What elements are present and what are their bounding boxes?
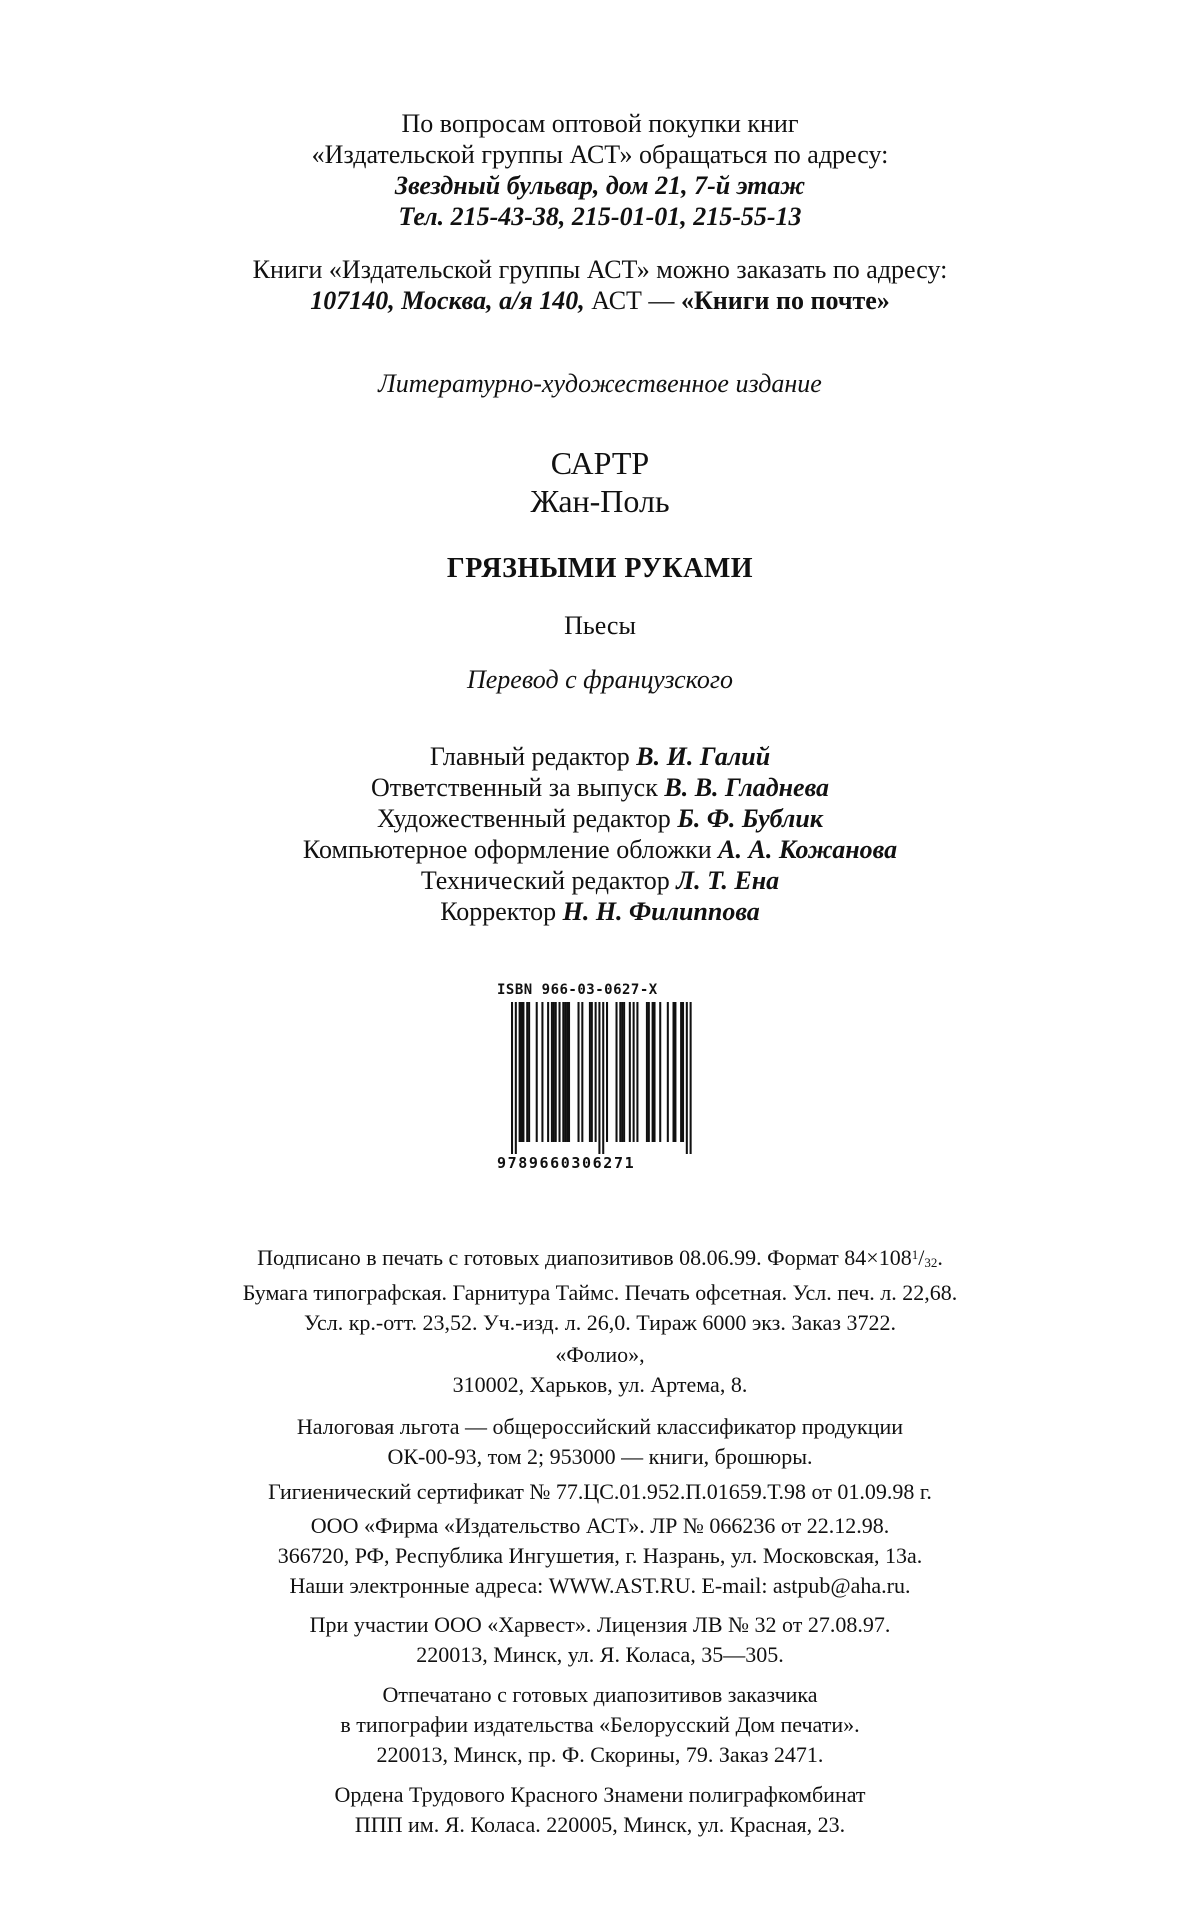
signed-line-2: Бумага типографская. Гарнитура Таймс. Печать офсетная. Усл. печ. л. 22,68. bbox=[242, 1280, 958, 1305]
edition-type-block bbox=[0, 368, 1200, 399]
barcode-bar bbox=[555, 1002, 557, 1142]
combine-line-2: ППП им. Я. Коласа. 220005, Минск, ул. Красная, 23. bbox=[354, 1812, 846, 1837]
credit-line bbox=[0, 803, 1200, 834]
tax-line-2: ОК-00-93, том 2; 953000 — книги, брошюры. bbox=[387, 1444, 813, 1469]
wholesale-block bbox=[0, 108, 1200, 232]
barcode-bar bbox=[674, 1002, 676, 1142]
author-surname: САРТР bbox=[550, 445, 650, 481]
credit-line bbox=[0, 865, 1200, 896]
wholesale-line-2: «Издательской группы АСТ» обращаться по адресу: bbox=[311, 140, 889, 169]
barcode-bar bbox=[528, 1002, 530, 1142]
credit-role: Художественный редактор bbox=[377, 804, 678, 833]
genre-block bbox=[0, 610, 1200, 641]
format-end: . bbox=[937, 1245, 943, 1270]
barcode-bar bbox=[659, 1002, 661, 1142]
barcode-bar bbox=[536, 1002, 538, 1142]
translation-block bbox=[0, 664, 1200, 695]
barcode-bar bbox=[636, 1002, 638, 1142]
credit-person: А. А. Кожанова bbox=[718, 835, 898, 864]
barcode-bar bbox=[606, 1002, 608, 1142]
barcode-bar bbox=[547, 1002, 549, 1142]
barcode-bar bbox=[578, 1002, 580, 1142]
barcode-bar bbox=[522, 1002, 524, 1142]
folio-name: «Фолио», bbox=[555, 1342, 645, 1367]
barcode-bar bbox=[619, 1002, 621, 1142]
tax-block bbox=[0, 1412, 1200, 1472]
printing-line-2: в типографии издательства «Белорусский Дом печати». bbox=[340, 1712, 860, 1737]
isbn-label: ISBN 966-03-0627-X bbox=[497, 982, 658, 998]
barcode-bar bbox=[616, 1002, 618, 1142]
harvest-line-1: При участии ООО «Харвест». Лицензия ЛВ № 32 от 27.08.97. bbox=[309, 1612, 891, 1637]
format-slash: / bbox=[918, 1245, 925, 1270]
credit-role: Технический редактор bbox=[420, 866, 677, 895]
book-title: ГРЯЗНЫМИ РУКАМИ bbox=[446, 553, 754, 584]
credits-block bbox=[0, 741, 1200, 927]
barcode-bar bbox=[519, 1002, 521, 1142]
credit-person: Н. Н. Филиппова bbox=[562, 897, 760, 926]
barcode-bar bbox=[667, 1002, 669, 1142]
mail-order-address: 107140, Москва, а/я 140, bbox=[310, 286, 585, 315]
barcode-bar bbox=[581, 1002, 583, 1142]
barcode-bar bbox=[568, 1002, 570, 1142]
barcode-bar bbox=[623, 1002, 625, 1142]
signed-format-text: Подписано в печать с готовых диапозитивов 08.06.99. Формат 84×108 bbox=[257, 1245, 912, 1270]
barcode-bar bbox=[648, 1002, 650, 1142]
barcode-guard-bar bbox=[598, 1002, 600, 1154]
barcode-bar bbox=[591, 1002, 593, 1142]
tax-line-1: Налоговая льгота — общероссийский классификатор продукции bbox=[296, 1414, 904, 1439]
ast-block bbox=[0, 1511, 1200, 1601]
credit-person: В. В. Гладнева bbox=[664, 773, 830, 802]
barcode-bars bbox=[497, 1002, 727, 1154]
wholesale-address: Звездный бульвар, дом 21, 7-й этаж bbox=[394, 171, 806, 200]
barcode-bar bbox=[673, 1002, 675, 1142]
print-details-block bbox=[0, 1240, 1200, 1338]
barcode-bar bbox=[682, 1002, 684, 1142]
barcode-bar bbox=[564, 1002, 566, 1142]
credit-line bbox=[0, 741, 1200, 772]
signed-line-1 bbox=[0, 1240, 1200, 1278]
title-block bbox=[0, 552, 1200, 586]
credit-line bbox=[0, 772, 1200, 803]
credit-role: Корректор bbox=[440, 897, 563, 926]
format-denominator: 32 bbox=[924, 1255, 938, 1270]
author-name: Жан-Поль bbox=[530, 483, 670, 519]
barcode-bar bbox=[551, 1002, 553, 1142]
barcode-bar bbox=[589, 1002, 591, 1142]
ean-digits: 9789660306271 bbox=[497, 1154, 636, 1172]
barcode-guard-bar bbox=[690, 1002, 692, 1154]
ast-line-1: ООО «Фирма «Издательство АСТ». ЛР № 066236 от 22.12.98. bbox=[310, 1513, 890, 1538]
mail-order-line-1: Книги «Издательской группы АСТ» можно заказать по адресу: bbox=[252, 255, 948, 284]
barcode-bar bbox=[629, 1002, 631, 1142]
isbn-barcode bbox=[497, 982, 727, 1174]
folio-block bbox=[0, 1340, 1200, 1400]
barcode-bar bbox=[526, 1002, 528, 1142]
combine-line-1: Ордена Трудового Красного Знамени полиграфкомбинат bbox=[334, 1782, 866, 1807]
credit-role: Главный редактор bbox=[429, 742, 637, 771]
barcode-guard-bar bbox=[515, 1002, 517, 1154]
credit-line bbox=[0, 834, 1200, 865]
barcode-bar bbox=[646, 1002, 648, 1142]
signed-line-3: Усл. кр.-отт. 23,52. Уч.-изд. л. 26,0. Тираж 6000 экз. Заказ 3722. bbox=[304, 1310, 896, 1335]
genre: Пьесы bbox=[564, 611, 636, 640]
barcode-bar bbox=[553, 1002, 555, 1142]
credit-role: Ответственный за выпуск bbox=[370, 773, 665, 802]
author-block bbox=[0, 444, 1200, 520]
folio-address: 310002, Харьков, ул. Артема, 8. bbox=[452, 1372, 748, 1397]
barcode-bar bbox=[562, 1002, 564, 1142]
credit-line bbox=[0, 896, 1200, 927]
barcode-bar bbox=[566, 1002, 568, 1142]
printing-line-3: 220013, Минск, пр. Ф. Скорины, 79. Заказ 2471. bbox=[376, 1742, 824, 1767]
mail-order-service: «Книги по почте» bbox=[680, 286, 890, 315]
credit-person: Б. Ф. Бублик bbox=[677, 804, 823, 833]
hygiene-certificate: Гигиенический сертификат № 77.ЦС.01.952.П.01659.Т.98 от 01.09.98 г. bbox=[268, 1479, 932, 1504]
ast-line-3: Наши электронные адреса: WWW.AST.RU. E-mail: astpub@aha.ru. bbox=[289, 1573, 911, 1598]
mail-order-recipient: АСТ — bbox=[584, 286, 681, 315]
translation-note: Перевод с французского bbox=[466, 665, 734, 694]
barcode-bar bbox=[654, 1002, 656, 1142]
credit-role: Компьютерное оформление обложки bbox=[302, 835, 719, 864]
hygiene-block bbox=[0, 1477, 1200, 1507]
barcode-bar bbox=[559, 1002, 561, 1142]
barcode-guard-bar bbox=[511, 1002, 513, 1154]
barcode-bar bbox=[621, 1002, 623, 1142]
barcode-bar bbox=[595, 1002, 597, 1142]
barcode-bar bbox=[652, 1002, 654, 1142]
mail-order-block bbox=[0, 254, 1200, 316]
barcode-bar bbox=[633, 1002, 635, 1142]
format-numerator: 1 bbox=[911, 1247, 919, 1262]
barcode-bar bbox=[541, 1002, 543, 1142]
combine-block bbox=[0, 1780, 1200, 1840]
wholesale-phones: Тел. 215-43-38, 215-01-01, 215-55-13 bbox=[398, 202, 802, 231]
credit-person: Л. Т. Ена bbox=[676, 866, 780, 895]
printing-block bbox=[0, 1680, 1200, 1770]
harvest-block bbox=[0, 1610, 1200, 1670]
barcode-guard-bar bbox=[602, 1002, 604, 1154]
wholesale-line-1: По вопросам оптовой покупки книг bbox=[401, 109, 799, 138]
barcode-bar bbox=[521, 1002, 523, 1142]
barcode-guard-bar bbox=[686, 1002, 688, 1154]
mail-order-line-2 bbox=[0, 285, 1200, 316]
harvest-line-2: 220013, Минск, ул. Я. Коласа, 35—305. bbox=[416, 1642, 784, 1667]
ast-line-2: 366720, РФ, Республика Ингушетия, г. Назрань, ул. Московская, 13а. bbox=[277, 1543, 923, 1568]
barcode-bar bbox=[680, 1002, 682, 1142]
printing-line-1: Отпечатано с готовых диапозитивов заказчика bbox=[382, 1682, 818, 1707]
credit-person: В. И. Галий bbox=[636, 742, 771, 771]
edition-type: Литературно-художественное издание bbox=[378, 369, 822, 398]
